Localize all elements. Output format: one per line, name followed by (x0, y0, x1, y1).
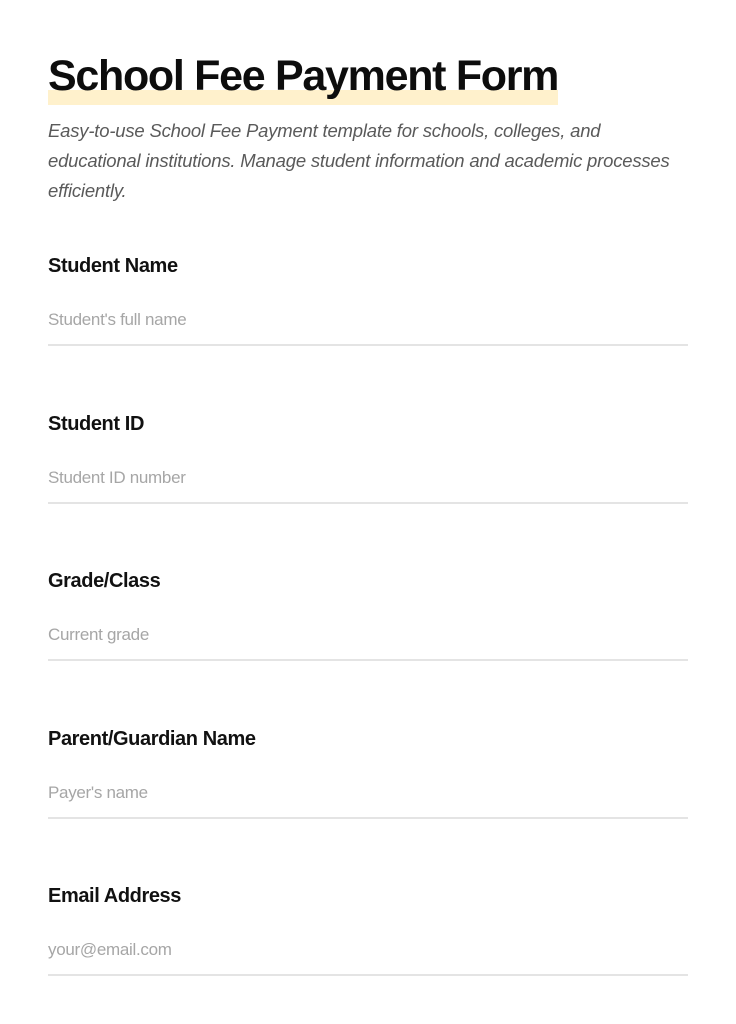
student-id-label: Student ID (48, 413, 144, 435)
field-grade-class (48, 567, 688, 661)
email-address-label: Email Address (48, 885, 182, 907)
page-description: Easy-to-use School Fee Payment template for schools, colleges, and educational institutions. Manage student information and academic processes efficiently. (48, 120, 670, 201)
title-block (48, 52, 558, 100)
grade-class-label: Grade/Class (48, 570, 161, 592)
field-student-id (48, 410, 688, 504)
parent-guardian-name-input[interactable] (48, 783, 688, 819)
student-name-label: Student Name (48, 255, 178, 277)
student-id-input[interactable] (48, 468, 688, 504)
field-email-address (48, 882, 688, 976)
grade-class-input[interactable] (48, 625, 688, 661)
field-student-name (48, 252, 688, 346)
page-title: School Fee Payment Form (48, 52, 559, 100)
parent-guardian-name-label: Parent/Guardian Name (48, 728, 256, 750)
field-parent-guardian-name (48, 725, 688, 819)
student-name-input[interactable] (48, 310, 688, 346)
email-address-input[interactable] (48, 940, 688, 976)
